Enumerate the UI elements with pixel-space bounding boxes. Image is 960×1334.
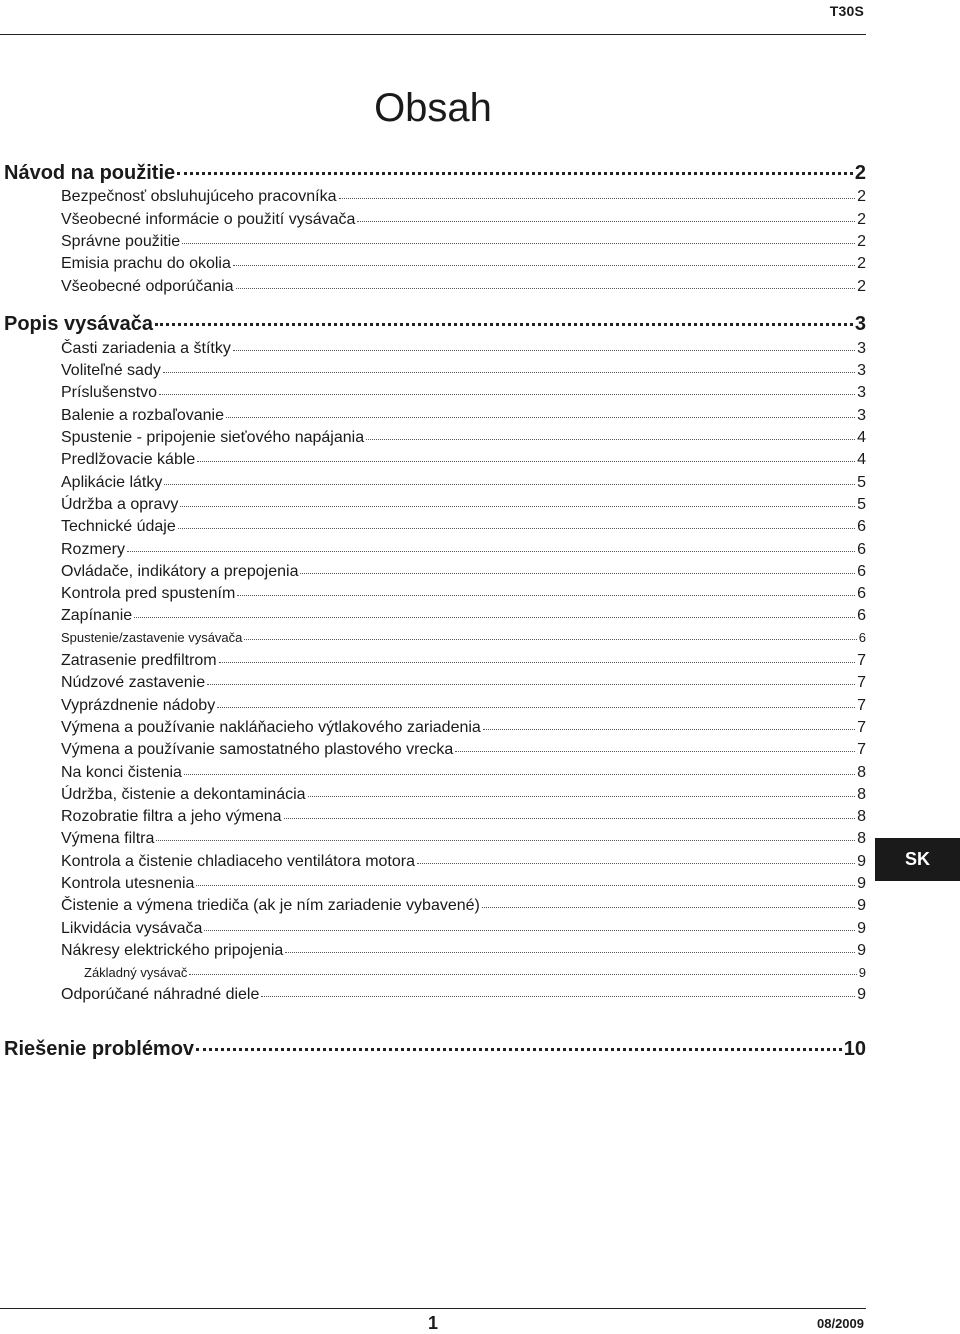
toc-leader-dots	[233, 251, 855, 266]
toc-label: Príslušenstvo	[61, 384, 158, 402]
toc-leader-dots	[177, 154, 853, 175]
toc-page-number: 9	[857, 897, 866, 915]
toc-label: Popis vysávača	[4, 313, 153, 336]
toc-entry[interactable]	[4, 382, 866, 404]
toc-leader-dots	[417, 848, 855, 863]
toc-entry[interactable]	[4, 984, 866, 1006]
toc-entry[interactable]	[4, 471, 866, 493]
toc-entry[interactable]	[4, 516, 866, 538]
toc-entry[interactable]	[4, 739, 866, 761]
toc-page-number: 9	[857, 986, 866, 1004]
footer-rule	[0, 1308, 866, 1309]
toc-leader-dots	[226, 402, 855, 417]
toc-entry[interactable]	[4, 672, 866, 694]
toc-leader-dots	[366, 425, 855, 440]
toc-label: Výmena filtra	[61, 830, 155, 848]
toc-label: Čistenie a výmena triediča (ak je ním zariadenie vybavené)	[61, 897, 480, 915]
toc-entry[interactable]	[4, 538, 866, 560]
toc-leader-dots	[182, 229, 855, 244]
toc-label: Zatrasenie predfiltrom	[61, 652, 217, 670]
toc-entry[interactable]	[4, 208, 866, 230]
toc-label: Spustenie - pripojenie sieťového napájania	[61, 429, 365, 447]
toc-page-number: 7	[857, 674, 866, 692]
toc-entry[interactable]	[4, 627, 866, 649]
toc-page-number: 9	[857, 919, 866, 937]
table-of-contents	[4, 158, 866, 1062]
toc-page-number: 7	[857, 741, 866, 759]
toc-leader-dots	[455, 737, 855, 752]
toc-page-number: 6	[858, 630, 866, 646]
toc-label: Voliteľné sady	[61, 362, 161, 380]
toc-page-number: 8	[857, 808, 866, 826]
toc-leader-dots	[204, 915, 855, 930]
toc-leader-dots	[180, 492, 855, 507]
toc-section[interactable]	[4, 158, 866, 186]
toc-label: Bezpečnosť obsluhujúceho pracovníka	[61, 188, 337, 206]
toc-label: Údržba, čistenie a dekontaminácia	[61, 785, 306, 803]
model-code: T30S	[829, 3, 864, 19]
toc-section[interactable]	[4, 309, 866, 337]
toc-entry[interactable]	[4, 337, 866, 359]
toc-label: Výmena a používanie nakláňacieho výtlakového zariadenia	[61, 718, 481, 736]
toc-page-number: 6	[857, 607, 866, 625]
toc-page-number: 9	[858, 964, 866, 980]
toc-label: Rozobratie filtra a jeho výmena	[61, 808, 282, 826]
toc-page-number: 7	[857, 696, 866, 714]
toc-page-number: 2	[857, 255, 866, 273]
toc-entry[interactable]	[4, 850, 866, 872]
toc-entry[interactable]	[4, 404, 866, 426]
toc-entry[interactable]	[4, 828, 866, 850]
toc-entry[interactable]	[4, 917, 866, 939]
toc-page-number: 5	[857, 473, 866, 491]
toc-page-number: 2	[857, 232, 866, 250]
toc-page-number: 6	[857, 540, 866, 558]
page-number: 1	[427, 1313, 438, 1333]
toc-leader-dots	[178, 514, 855, 529]
toc-entry[interactable]	[4, 962, 866, 984]
toc-label: Balenie a rozbaľovanie	[61, 406, 224, 424]
toc-label: Technické údaje	[61, 518, 176, 536]
toc-leader-dots	[196, 871, 855, 886]
toc-label: Správne použitie	[61, 232, 181, 250]
toc-label: Nákresy elektrického pripojenia	[61, 941, 284, 959]
toc-page-number: 4	[857, 451, 866, 469]
toc-label: Vyprázdnenie nádoby	[61, 696, 216, 714]
toc-label: Na konci čistenia	[61, 763, 182, 781]
toc-leader-dots	[163, 358, 855, 373]
toc-page-number: 9	[857, 875, 866, 892]
toc-page-number: 7	[857, 718, 866, 736]
toc-label: Kontrola pred spustením	[61, 585, 236, 603]
toc-entry[interactable]	[4, 761, 866, 783]
toc-label: Základný vysávač	[84, 964, 188, 980]
toc-leader-dots	[357, 206, 855, 221]
toc-label: Likvidácia vysávača	[61, 919, 203, 937]
toc-leader-dots	[482, 893, 855, 908]
toc-leader-dots	[300, 558, 855, 573]
toc-page-number: 4	[857, 429, 866, 447]
toc-label: Rozmery	[61, 540, 126, 558]
toc-entry[interactable]	[4, 449, 866, 471]
toc-leader-dots	[184, 759, 855, 774]
toc-leader-dots	[164, 469, 855, 484]
toc-entry[interactable]	[4, 605, 866, 627]
toc-leader-dots	[219, 648, 855, 663]
toc-section[interactable]	[4, 1034, 866, 1062]
document-date: 08/2009	[817, 1316, 864, 1331]
toc-leader-dots	[237, 581, 855, 596]
toc-entry[interactable]	[4, 895, 866, 917]
toc-leader-dots	[134, 603, 855, 618]
toc-entry[interactable]	[4, 231, 866, 253]
toc-entry[interactable]	[4, 717, 866, 739]
toc-page-number: 5	[857, 495, 866, 513]
toc-label: Údržba a opravy	[61, 495, 179, 513]
toc-label: Výmena a používanie samostatného plastového vrecka	[61, 741, 454, 759]
toc-entry[interactable]	[4, 940, 866, 962]
toc-page-number: 10	[843, 1038, 866, 1061]
toc-page-number: 6	[857, 518, 866, 536]
language-tab: SK	[875, 838, 960, 881]
toc-leader-dots	[189, 962, 856, 975]
toc-leader-dots	[127, 536, 855, 551]
toc-leader-dots	[339, 184, 856, 199]
toc-page-number: 3	[857, 406, 866, 424]
toc-page-number: 3	[857, 339, 866, 357]
toc-leader-dots	[156, 826, 855, 841]
toc-page-number: 9	[857, 852, 866, 870]
toc-label: Riešenie problémov	[4, 1038, 195, 1061]
toc-leader-dots	[284, 804, 856, 819]
toc-page-number: 2	[857, 277, 866, 295]
toc-label: Všeobecné informácie o použití vysávača	[61, 210, 356, 228]
toc-label: Zapínanie	[61, 607, 133, 625]
toc-label: Aplikácie látky	[61, 473, 163, 491]
toc-label: Predlžovacie káble	[61, 451, 196, 469]
toc-label: Emisia prachu do okolia	[61, 255, 231, 273]
toc-entry[interactable]	[4, 583, 866, 605]
toc-label: Kontrola utesnenia	[61, 875, 195, 892]
toc-page-number: 6	[857, 562, 866, 580]
toc-leader-dots	[244, 628, 856, 641]
toc-entry[interactable]	[4, 694, 866, 716]
toc-entry[interactable]	[4, 806, 866, 828]
toc-page-number: 8	[857, 763, 866, 781]
toc-entry[interactable]	[4, 186, 866, 208]
toc-page-number: 8	[857, 785, 866, 803]
toc-leader-dots	[233, 335, 855, 350]
toc-label: Všeobecné odporúčania	[61, 277, 234, 295]
toc-leader-dots	[483, 715, 855, 730]
toc-label: Núdzové zastavenie	[61, 674, 206, 692]
toc-entry[interactable]	[4, 360, 866, 382]
toc-page-number: 2	[854, 162, 866, 184]
toc-label: Odporúčané náhradné diele	[61, 986, 260, 1004]
toc-leader-dots	[197, 447, 855, 462]
toc-entry[interactable]	[4, 783, 866, 805]
toc-leader-dots	[155, 305, 853, 326]
toc-entry[interactable]	[4, 560, 866, 582]
toc-page-number: 9	[857, 941, 866, 959]
toc-entry[interactable]	[4, 275, 866, 297]
toc-label: Ovládače, indikátory a prepojenia	[61, 562, 299, 580]
page-title: Obsah	[374, 86, 492, 130]
toc-page-number: 7	[857, 652, 866, 670]
toc-leader-dots	[236, 273, 856, 288]
toc-leader-dots	[261, 982, 855, 997]
toc-page-number: 2	[857, 210, 866, 228]
toc-label: Spustenie/zastavenie vysávača	[61, 630, 243, 646]
toc-entry[interactable]	[4, 253, 866, 275]
header-rule	[0, 34, 866, 35]
toc-page-number: 8	[857, 830, 866, 848]
toc-label: Návod na použitie	[4, 162, 176, 184]
toc-page-number: 6	[857, 585, 866, 603]
toc-page-number: 3	[854, 313, 866, 336]
toc-page-number: 2	[857, 188, 866, 206]
toc-entry[interactable]	[4, 650, 866, 672]
toc-page-number: 3	[857, 384, 866, 402]
toc-label: Kontrola a čistenie chladiaceho ventilátora motora	[61, 852, 415, 870]
toc-leader-dots	[285, 938, 855, 953]
toc-leader-dots	[159, 380, 855, 395]
toc-entry[interactable]	[4, 494, 866, 516]
toc-entry[interactable]	[4, 873, 866, 895]
toc-leader-dots	[196, 1030, 842, 1051]
toc-leader-dots	[217, 692, 855, 707]
toc-entry[interactable]	[4, 427, 866, 449]
toc-page-number: 3	[857, 362, 866, 380]
toc-leader-dots	[308, 781, 856, 796]
toc-leader-dots	[207, 670, 855, 685]
toc-label: Časti zariadenia a štítky	[61, 339, 231, 357]
